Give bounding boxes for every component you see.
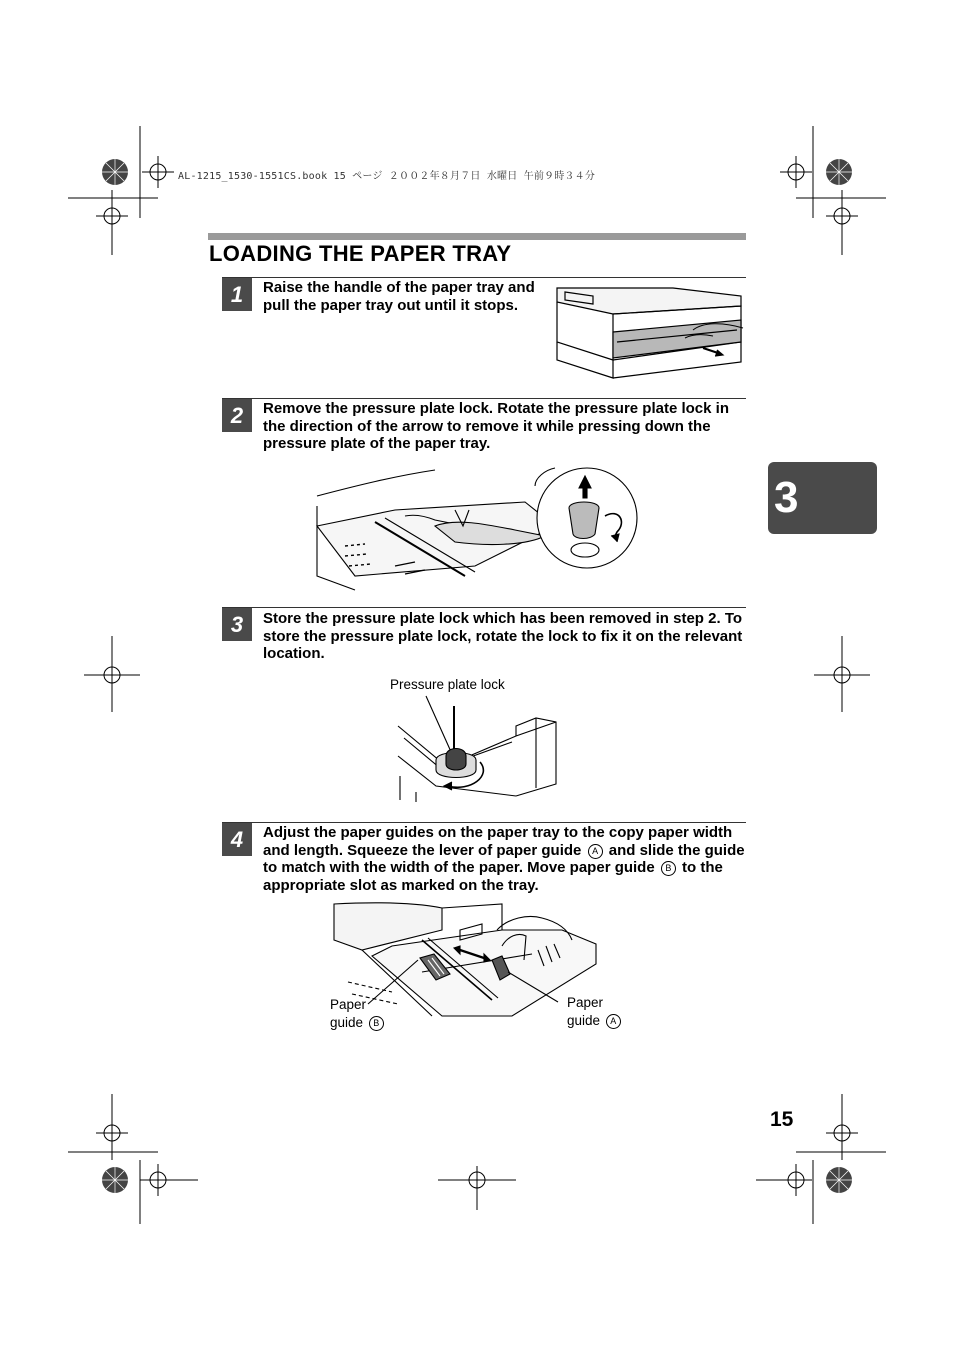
step-3-rule (222, 607, 746, 608)
chapter-tab (768, 462, 877, 534)
step-4-text (263, 824, 745, 894)
step-1-rule (222, 277, 746, 278)
step-1-text: Raise the handle of the paper tray and pull the paper tray out until it stops. (263, 279, 535, 314)
page-number: 15 (770, 1108, 794, 1131)
pressure-plate-lock-label: Pressure plate lock (390, 677, 505, 692)
paper-guide-b-label-line1: Paper (330, 997, 367, 1012)
step-2-text: Remove the pressure plate lock. Rotate the pressure plate lock in the direction of the arrow to remove it while pressing down the pressure plate of the paper tray. (263, 400, 729, 453)
paper-guide-a-label (567, 994, 623, 1030)
paper-guide-a-label-line1: Paper (567, 995, 604, 1010)
page-title: LOADING THE PAPER TRAY (209, 241, 512, 266)
paper-guide-b-label (330, 996, 386, 1032)
paper-guide-b-label-line2-row (330, 1014, 386, 1032)
pressure-plate-lock-storage-illustration (396, 696, 560, 802)
title-bar (208, 233, 746, 240)
pressure-plate-lock-removal-illustration (315, 466, 640, 592)
step-4-text-part2: and slide the guide to match with the width of the paper. Move paper guide (263, 841, 745, 877)
print-header: AL-1215_1530-1551CS.book 15 ページ ２００２年８月７日 水曜日 午前９時３４分 (178, 171, 596, 182)
copier-tray-illustration (553, 282, 745, 382)
step-4-number: 4 (222, 823, 252, 856)
paper-guide-b-circle: B (369, 1016, 384, 1031)
guide-b-marker: B (661, 861, 676, 876)
step-4-rule (222, 822, 746, 823)
step-1-number: 1 (222, 278, 252, 311)
paper-guide-a-circle: A (606, 1014, 621, 1029)
paper-guide-a-label-line2-row (567, 1012, 623, 1030)
step-3-number: 3 (222, 608, 252, 641)
guide-a-marker: A (588, 844, 603, 859)
paper-guide-b-label-line2: guide (330, 1015, 364, 1030)
paper-guide-a-label-line2: guide (567, 1013, 601, 1028)
chapter-number: 3 (774, 473, 799, 522)
step-4-text-part1: Adjust the paper guides on the paper tray to the copy paper width and length. Squeeze the lever of paper guide (263, 824, 733, 859)
step-2-rule (222, 398, 746, 399)
step-3-text: Store the pressure plate lock which has been removed in step 2. To store the pressure plate lock, rotate the lock to fix it on the relevant location. (263, 610, 743, 663)
step-2-number: 2 (222, 399, 252, 432)
step-4-text-part3: to the appropriate slot as marked on the tray. (263, 859, 723, 894)
